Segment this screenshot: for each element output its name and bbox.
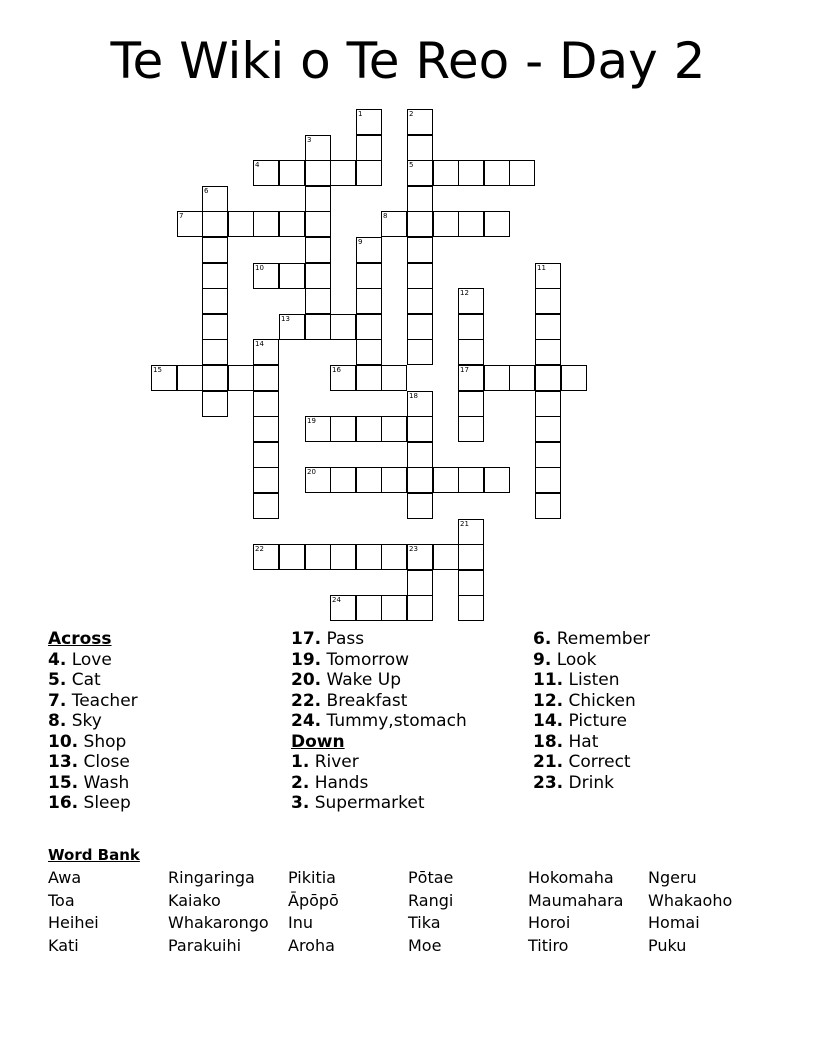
grid-cell[interactable] — [535, 314, 561, 340]
clue-number: 17. — [291, 629, 322, 649]
grid-cell[interactable] — [458, 391, 484, 417]
grid-cell[interactable] — [535, 288, 561, 314]
clues-col2 — [291, 629, 521, 814]
clue-number: 17 — [460, 366, 469, 374]
down-clue — [533, 773, 763, 794]
grid-cell[interactable] — [151, 365, 177, 391]
grid-cell[interactable] — [407, 263, 433, 289]
grid-cell[interactable] — [407, 442, 433, 468]
grid-cell[interactable] — [305, 263, 331, 289]
clue-text: Wake Up — [321, 670, 402, 690]
clue-number: 3 — [307, 136, 312, 144]
down-clue — [533, 670, 763, 691]
word-bank-word: Aroha — [288, 935, 335, 955]
clue-number: 11. — [533, 670, 564, 690]
down-clue — [291, 752, 521, 773]
word-bank-word: Kati — [48, 935, 79, 955]
down-clue — [533, 691, 763, 712]
grid-cell[interactable] — [279, 160, 305, 186]
grid-cell[interactable] — [509, 365, 535, 391]
grid-cell[interactable] — [305, 160, 331, 186]
grid-cell[interactable] — [253, 442, 279, 468]
grid-cell[interactable] — [407, 135, 433, 161]
grid-cell[interactable] — [407, 391, 433, 417]
clue-number: 10 — [255, 264, 264, 272]
clue-text: Tummy,stomach — [321, 711, 467, 731]
word-bank-word: Awa — [48, 868, 82, 887]
down-heading: Down — [291, 731, 345, 752]
clue-text: Supermarket — [309, 793, 425, 813]
clue-text: Sleep — [78, 793, 131, 813]
clue-number: 6. — [533, 629, 552, 649]
grid-cell[interactable] — [305, 186, 331, 212]
word-bank-word: Horoi — [528, 913, 571, 932]
clue-number: 8. — [48, 711, 67, 731]
clue-number: 16. — [48, 793, 79, 813]
word-bank-word: Ngeru — [648, 868, 697, 887]
grid-cell[interactable] — [356, 263, 382, 289]
grid-cell[interactable] — [202, 263, 228, 289]
clue-number: 13. — [48, 752, 79, 772]
clue-text: Remember — [551, 629, 651, 649]
word-bank-word: Inu — [288, 913, 313, 932]
clue-number: 24. — [291, 711, 322, 731]
grid-cell[interactable] — [484, 365, 510, 391]
down-clue — [533, 711, 763, 732]
across-clue — [291, 691, 521, 712]
grid-cell[interactable] — [407, 237, 433, 263]
grid-cell[interactable] — [458, 211, 484, 237]
clue-number: 22. — [291, 690, 322, 711]
grid-cell[interactable] — [458, 519, 484, 545]
clue-number: 10. — [48, 731, 79, 752]
clue-number: 5. — [48, 670, 67, 690]
grid-cell[interactable] — [407, 109, 433, 135]
grid-cell[interactable] — [279, 263, 305, 289]
across-clue — [48, 752, 278, 773]
clue-number: 4 — [255, 161, 260, 169]
grid-cell[interactable] — [535, 263, 561, 289]
word-bank-word: Āpōpō — [288, 890, 339, 910]
across-clue — [291, 650, 521, 671]
grid-cell[interactable] — [407, 467, 433, 493]
clue-text: Sky — [66, 711, 102, 731]
word-bank-word: Hokomaha — [528, 868, 614, 887]
grid-cell[interactable] — [305, 237, 331, 263]
grid-cell[interactable] — [305, 467, 331, 493]
grid-cell[interactable] — [535, 467, 561, 493]
clue-number: 2 — [409, 110, 414, 118]
grid-cell[interactable] — [458, 160, 484, 186]
grid-cell[interactable] — [330, 416, 356, 442]
word-bank-word: Titiro — [528, 935, 569, 955]
clue-text: Hat — [563, 731, 599, 752]
grid-cell[interactable] — [279, 544, 305, 570]
grid-cell[interactable] — [356, 288, 382, 314]
clue-text: Tomorrow — [321, 649, 409, 670]
clue-number: 15. — [48, 772, 79, 793]
grid-cell[interactable] — [305, 416, 331, 442]
grid-cell[interactable] — [381, 365, 407, 391]
grid-cell[interactable] — [433, 211, 459, 237]
grid-cell[interactable] — [177, 365, 203, 391]
grid-cell[interactable] — [458, 339, 484, 365]
grid-cell[interactable] — [253, 493, 279, 519]
word-bank-word: Kaiako — [168, 890, 221, 910]
grid-cell[interactable] — [433, 544, 459, 570]
grid-cell[interactable] — [381, 416, 407, 442]
clue-number: 4. — [48, 649, 67, 670]
word-bank-word: Whakaoho — [648, 890, 733, 910]
grid-cell[interactable] — [356, 595, 382, 621]
clue-text: Pass — [321, 629, 365, 649]
clue-number: 23 — [409, 545, 418, 553]
clue-number: 1. — [291, 752, 310, 772]
across-heading: Across — [48, 629, 112, 649]
clue-number: 2. — [291, 772, 310, 793]
grid-cell[interactable] — [484, 160, 510, 186]
clue-number: 21 — [460, 520, 469, 528]
clue-text: Correct — [563, 752, 631, 772]
grid-cell[interactable] — [356, 135, 382, 161]
word-bank-word: Puku — [648, 935, 687, 955]
grid-cell[interactable] — [407, 288, 433, 314]
clue-number: 7 — [179, 212, 184, 220]
grid-cell[interactable] — [381, 467, 407, 493]
grid-cell[interactable] — [253, 544, 279, 570]
clue-number: 24 — [332, 596, 341, 604]
clue-text: Shop — [78, 731, 127, 752]
grid-cell[interactable] — [458, 595, 484, 621]
grid-cell[interactable] — [356, 467, 382, 493]
down-clue — [533, 629, 763, 650]
clue-text: Close — [78, 752, 130, 772]
across-clue — [48, 691, 278, 712]
grid-cell[interactable] — [535, 339, 561, 365]
clue-text: Picture — [563, 711, 627, 731]
grid-cell[interactable] — [330, 595, 356, 621]
grid-cell[interactable] — [279, 314, 305, 340]
clue-number: 19. — [291, 649, 322, 670]
grid-cell[interactable] — [407, 160, 433, 186]
clue-number: 13 — [281, 315, 290, 323]
grid-cell[interactable] — [458, 416, 484, 442]
grid-cell[interactable] — [407, 211, 433, 237]
word-bank-word: Homai — [648, 913, 700, 932]
clue-text: Breakfast — [321, 690, 408, 711]
down-clues-col3 — [533, 629, 763, 793]
grid-cell[interactable] — [484, 211, 510, 237]
word-bank-word: Heihei — [48, 913, 99, 932]
word-bank-word: Toa — [48, 890, 75, 910]
grid-cell[interactable] — [279, 211, 305, 237]
grid-cell[interactable] — [253, 339, 279, 365]
grid-cell[interactable] — [305, 211, 331, 237]
grid-cell[interactable] — [356, 237, 382, 263]
grid-cell[interactable] — [356, 365, 382, 391]
clue-number: 23. — [533, 772, 564, 793]
grid-cell[interactable] — [356, 544, 382, 570]
word-bank-word: Ringaringa — [168, 868, 255, 887]
grid-cell[interactable] — [356, 314, 382, 340]
grid-cell[interactable] — [330, 160, 356, 186]
grid-cell[interactable] — [407, 416, 433, 442]
grid-cell[interactable] — [202, 288, 228, 314]
grid-cell[interactable] — [535, 442, 561, 468]
clue-number: 14 — [255, 340, 264, 348]
clue-text: Chicken — [563, 690, 636, 711]
grid-cell[interactable] — [356, 416, 382, 442]
grid-cell[interactable] — [202, 365, 228, 391]
grid-cell[interactable] — [330, 365, 356, 391]
word-bank-word: Pikitia — [288, 868, 336, 887]
clue-number: 12 — [460, 289, 469, 297]
grid-cell[interactable] — [407, 314, 433, 340]
grid-cell[interactable] — [356, 109, 382, 135]
clue-number: 5 — [409, 161, 414, 169]
clue-number: 20. — [291, 670, 322, 690]
clue-text: Wash — [78, 772, 130, 793]
across-clue — [291, 670, 521, 691]
grid-cell[interactable] — [458, 544, 484, 570]
grid-cell[interactable] — [253, 160, 279, 186]
clue-number: 11 — [537, 264, 546, 272]
grid-cell[interactable] — [433, 467, 459, 493]
word-bank-word: Maumahara — [528, 890, 624, 910]
grid-cell[interactable] — [202, 211, 228, 237]
word-bank-word: Rangi — [408, 890, 454, 910]
down-clue — [291, 773, 521, 794]
clue-number: 12. — [533, 690, 564, 711]
clue-number: 14. — [533, 711, 564, 731]
clue-number: 16 — [332, 366, 341, 374]
clue-text: Look — [551, 649, 597, 670]
grid-cell[interactable] — [535, 391, 561, 417]
grid-cell[interactable] — [407, 339, 433, 365]
grid-cell[interactable] — [407, 493, 433, 519]
grid-cell[interactable] — [305, 544, 331, 570]
grid-cell[interactable] — [561, 365, 587, 391]
grid-cell[interactable] — [202, 186, 228, 212]
clue-text: Hands — [309, 772, 369, 793]
clue-number: 15 — [153, 366, 162, 374]
grid-cell[interactable] — [407, 570, 433, 596]
grid-cell[interactable] — [202, 314, 228, 340]
grid-cell[interactable] — [330, 544, 356, 570]
word-bank-word: Pōtae — [408, 868, 454, 887]
grid-cell[interactable] — [433, 160, 459, 186]
grid-cell[interactable] — [535, 493, 561, 519]
clue-number: 18. — [533, 731, 564, 752]
across-clue — [48, 711, 278, 732]
grid-cell[interactable] — [253, 416, 279, 442]
grid-cell[interactable] — [305, 314, 331, 340]
grid-cell[interactable] — [458, 467, 484, 493]
grid-cell[interactable] — [535, 416, 561, 442]
grid-cell[interactable] — [356, 160, 382, 186]
grid-cell[interactable] — [458, 365, 484, 391]
grid-cell[interactable] — [509, 160, 535, 186]
down-clue — [533, 752, 763, 773]
clue-number: 19 — [307, 417, 316, 425]
word-bank-heading: Word Bank — [48, 846, 140, 864]
clue-number: 6 — [204, 187, 209, 195]
across-clue — [48, 793, 278, 814]
clue-number: 1 — [358, 110, 363, 118]
grid-cell[interactable] — [253, 365, 279, 391]
clue-number: 3. — [291, 793, 310, 813]
word-bank-word: Parakuihi — [168, 935, 242, 955]
across-clues-col1 — [48, 629, 278, 814]
clue-text: River — [309, 752, 359, 772]
clue-number: 18 — [409, 392, 418, 400]
clue-text: Listen — [563, 670, 620, 690]
grid-cell[interactable] — [202, 339, 228, 365]
grid-cell[interactable] — [228, 365, 254, 391]
clue-number: 22 — [255, 545, 264, 553]
grid-cell[interactable] — [253, 467, 279, 493]
grid-cell[interactable] — [228, 211, 254, 237]
grid-cell[interactable] — [305, 288, 331, 314]
grid-cell[interactable] — [253, 211, 279, 237]
clue-text: Drink — [563, 772, 614, 793]
grid-cell[interactable] — [330, 467, 356, 493]
across-clue — [291, 711, 521, 732]
clue-number: 7. — [48, 690, 67, 711]
grid-cell[interactable] — [458, 570, 484, 596]
down-clue — [533, 650, 763, 671]
down-clue — [533, 732, 763, 753]
grid-cell[interactable] — [381, 544, 407, 570]
grid-cell[interactable] — [407, 595, 433, 621]
grid-cell[interactable] — [484, 467, 510, 493]
across-clue — [291, 629, 521, 650]
grid-cell[interactable] — [253, 263, 279, 289]
clue-number: 9 — [358, 238, 363, 246]
puzzle-title: Te Wiki o Te Reo - Day 2 — [110, 32, 706, 90]
clue-text: Teacher — [66, 690, 138, 711]
word-bank-word: Tika — [408, 913, 441, 932]
grid-cell[interactable] — [458, 288, 484, 314]
clue-text: Cat — [66, 670, 101, 690]
word-bank-word: Whakarongo — [168, 913, 269, 932]
grid-cell[interactable] — [202, 237, 228, 263]
grid-cell[interactable] — [407, 544, 433, 570]
grid-cell[interactable] — [381, 595, 407, 621]
clue-number: 20 — [307, 468, 316, 476]
grid-cell[interactable] — [177, 211, 203, 237]
clue-number: 9. — [533, 649, 552, 670]
across-clue — [48, 650, 278, 671]
grid-cell[interactable] — [407, 186, 433, 212]
across-clue — [48, 670, 278, 691]
grid-cell[interactable] — [330, 314, 356, 340]
word-bank-word: Moe — [408, 935, 442, 955]
grid-cell[interactable] — [356, 339, 382, 365]
grid-cell[interactable] — [202, 391, 228, 417]
grid-cell[interactable] — [535, 365, 561, 391]
grid-cell[interactable] — [381, 211, 407, 237]
clue-number: 21. — [533, 752, 564, 772]
across-clue — [48, 732, 278, 753]
clue-text: Love — [66, 649, 112, 670]
down-clue — [291, 793, 521, 814]
grid-cell[interactable] — [458, 314, 484, 340]
grid-cell[interactable] — [305, 135, 331, 161]
grid-cell[interactable] — [253, 391, 279, 417]
across-clue — [48, 773, 278, 794]
clue-number: 8 — [383, 212, 388, 220]
